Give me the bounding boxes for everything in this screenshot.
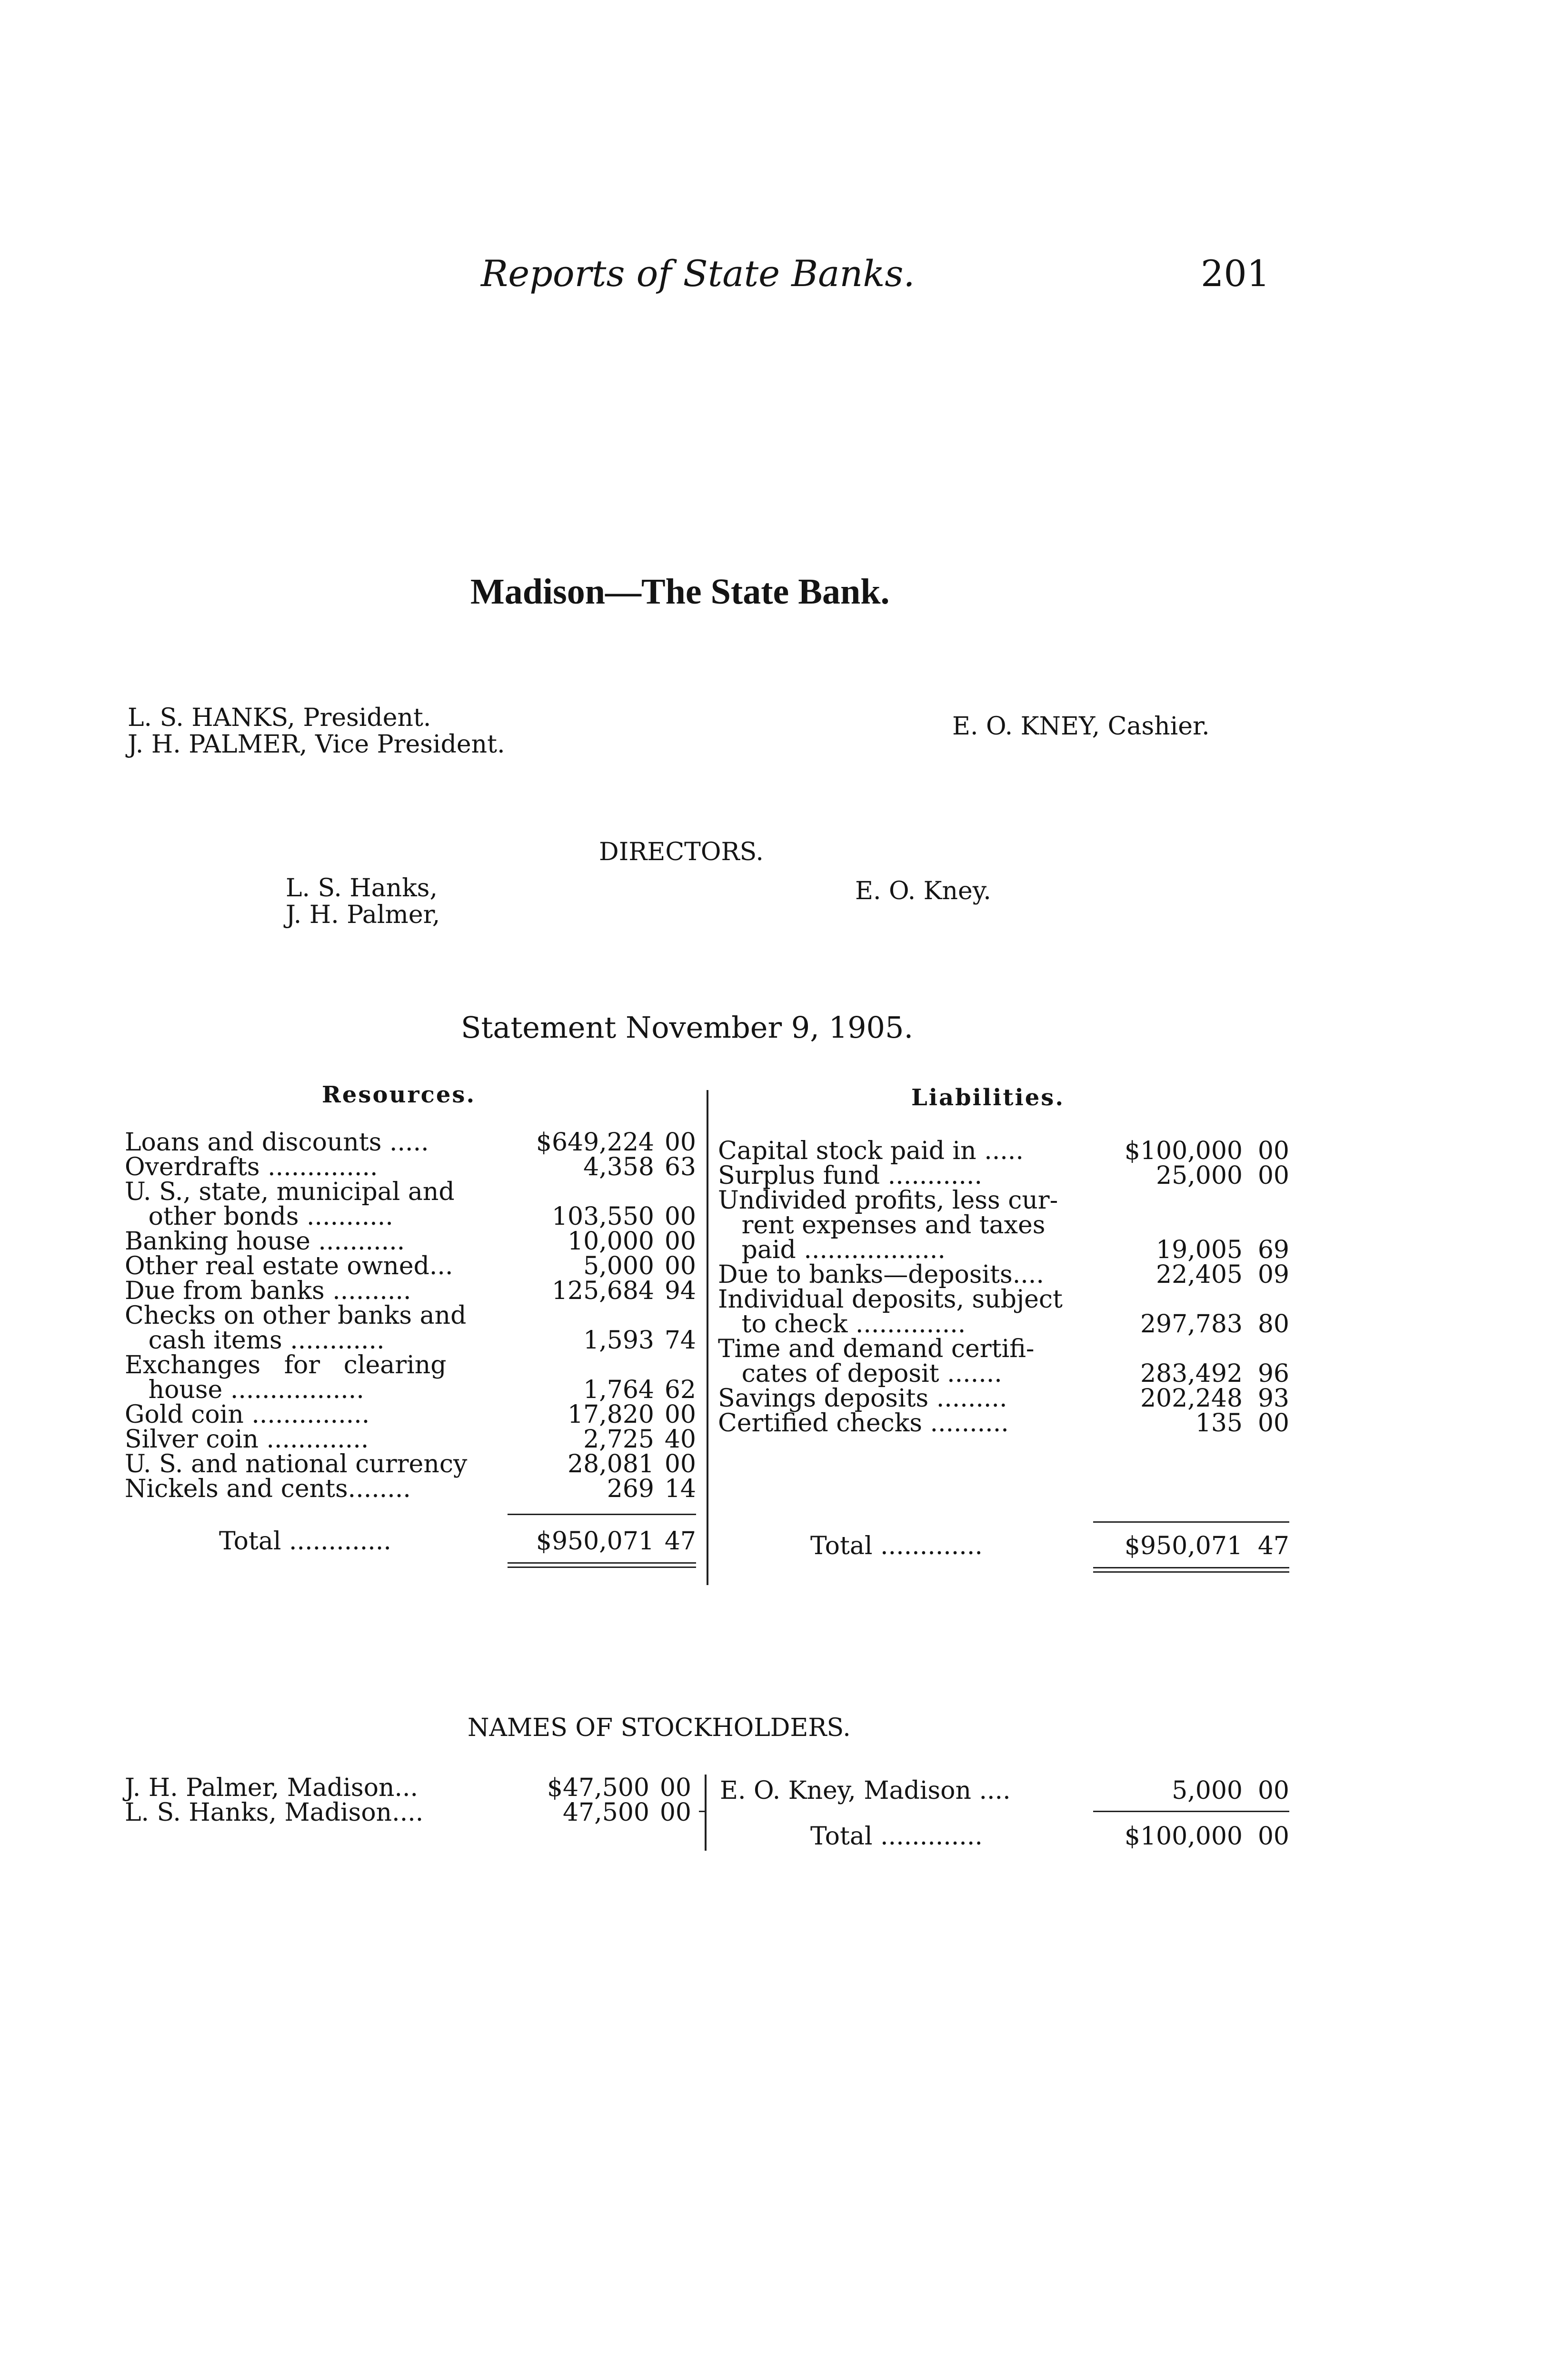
row-dollars: 10,000 — [568, 1227, 654, 1256]
resources-total-rule — [508, 1514, 696, 1515]
total-dollars: $100,000 — [1124, 1822, 1243, 1851]
resources-row — [125, 1452, 696, 1477]
row-label: cates of deposit ....... — [718, 1359, 1002, 1388]
total-dollars: $950,071 — [1124, 1532, 1243, 1560]
stockholder-name: L. S. Hanks, Madison.... — [125, 1798, 424, 1827]
total-label: Total ............. — [810, 1532, 983, 1560]
row-cents: 00 — [664, 1450, 696, 1478]
row-dollars: 283,492 — [1140, 1359, 1243, 1388]
row-label: Undivided profits, less cur- — [718, 1186, 1058, 1215]
stockholder-dollars: 47,500 — [563, 1798, 649, 1827]
column-divider — [707, 1090, 708, 1585]
resources-row — [125, 1378, 696, 1402]
director-name: E. O. Kney. — [855, 877, 991, 905]
row-label: Silver coin ............. — [125, 1425, 369, 1454]
row-cents: 09 — [1257, 1260, 1289, 1289]
liabilities-row — [718, 1361, 1289, 1386]
liabilities-row — [718, 1386, 1289, 1411]
row-dollars: 5,000 — [583, 1252, 654, 1280]
row-dollars: 25,000 — [1156, 1161, 1243, 1190]
stockholder-cents: 00 — [659, 1774, 691, 1802]
row-dollars: $100,000 — [1124, 1137, 1243, 1165]
row-label: Certified checks .......... — [718, 1409, 1009, 1438]
row-dollars: 269 — [607, 1475, 654, 1503]
director-name: L. S. Hanks, — [286, 874, 438, 902]
resources-row — [125, 1353, 696, 1378]
row-cents: 40 — [664, 1425, 696, 1454]
liabilities-total-rule — [1093, 1521, 1289, 1523]
row-dollars: 4,358 — [583, 1153, 654, 1181]
row-label: rent expenses and taxes — [718, 1211, 1046, 1240]
stockholder-cents: 00 — [659, 1798, 691, 1827]
running-title: Reports of State Banks. — [481, 252, 915, 295]
row-cents: 00 — [664, 1227, 696, 1256]
resources-row — [125, 1254, 696, 1279]
total-cents: 47 — [664, 1527, 696, 1556]
stockholders-total-row — [720, 1824, 1289, 1849]
resources-total-row — [125, 1529, 696, 1554]
row-cents: 74 — [664, 1326, 696, 1355]
row-label: house ................. — [125, 1376, 364, 1404]
row-label: Banking house ........... — [125, 1227, 405, 1256]
row-dollars: 1,764 — [583, 1376, 654, 1404]
row-label: U. S. and national currency — [125, 1450, 468, 1478]
liabilities-row — [718, 1238, 1289, 1262]
total-cents: 47 — [1257, 1532, 1289, 1560]
row-label: Gold coin ............... — [125, 1400, 370, 1429]
resources-row — [125, 1155, 696, 1180]
row-cents: 00 — [664, 1202, 696, 1231]
row-dollars: 297,783 — [1140, 1310, 1243, 1339]
total-dollars: $950,071 — [536, 1527, 654, 1556]
row-label: Nickels and cents........ — [125, 1475, 411, 1503]
stockholder-dollars: 5,000 — [1172, 1776, 1243, 1805]
resources-row — [125, 1180, 696, 1204]
row-cents: 63 — [664, 1153, 696, 1181]
stockholders-bracket — [699, 1811, 707, 1812]
row-label: Surplus fund ............ — [718, 1161, 982, 1190]
row-dollars: $649,224 — [536, 1128, 654, 1157]
row-label: Capital stock paid in ..... — [718, 1137, 1024, 1165]
liabilities-row — [718, 1163, 1289, 1188]
total-label: Total ............. — [219, 1527, 391, 1556]
row-label: Individual deposits, subject — [718, 1285, 1063, 1314]
row-cents: 14 — [664, 1475, 696, 1503]
row-label: Overdrafts .............. — [125, 1153, 378, 1181]
row-dollars: 28,081 — [568, 1450, 654, 1478]
liabilities-total-row — [718, 1534, 1289, 1558]
row-dollars: 2,725 — [583, 1425, 654, 1454]
officer-cashier: E. O. KNEY, Cashier. — [952, 712, 1210, 741]
row-dollars: 202,248 — [1140, 1384, 1243, 1413]
row-cents: 80 — [1257, 1310, 1289, 1339]
liabilities-row — [718, 1139, 1289, 1163]
statement-heading: Statement November 9, 1905. — [461, 1010, 914, 1045]
page-number: 201 — [1201, 252, 1270, 295]
resources-row — [125, 1402, 696, 1427]
liabilities-row — [718, 1337, 1289, 1361]
row-dollars: 17,820 — [568, 1400, 654, 1429]
row-label: Time and demand certifi- — [718, 1335, 1035, 1363]
row-cents: 69 — [1257, 1236, 1289, 1264]
liabilities-row — [718, 1312, 1289, 1337]
directors-heading: DIRECTORS. — [599, 838, 764, 866]
row-cents: 00 — [1257, 1409, 1289, 1438]
resources-row — [125, 1303, 696, 1328]
row-label: Other real estate owned... — [125, 1252, 453, 1280]
row-cents: 96 — [1257, 1359, 1289, 1388]
liabilities-row — [718, 1213, 1289, 1238]
row-cents: 00 — [664, 1400, 696, 1429]
liabilities-heading: Liabilities. — [911, 1084, 1065, 1111]
row-label: Savings deposits ......... — [718, 1384, 1007, 1413]
resources-row — [125, 1130, 696, 1155]
row-cents: 93 — [1257, 1384, 1289, 1413]
row-cents: 00 — [1257, 1137, 1289, 1165]
resources-total-double-rule — [508, 1562, 696, 1568]
row-label: paid .................. — [718, 1236, 946, 1264]
row-cents: 00 — [1257, 1161, 1289, 1190]
row-label: Due to banks—deposits.... — [718, 1260, 1044, 1289]
resources-heading: Resources. — [322, 1081, 476, 1108]
row-label: Exchanges for clearing — [125, 1351, 447, 1379]
row-dollars: 22,405 — [1156, 1260, 1243, 1289]
total-label: Total ............. — [810, 1822, 983, 1851]
liabilities-row — [718, 1188, 1289, 1213]
row-label: Due from banks .......... — [125, 1277, 411, 1305]
row-dollars: 125,684 — [551, 1277, 654, 1305]
stockholder-cents: 00 — [1257, 1776, 1289, 1805]
stockholders-heading: NAMES OF STOCKHOLDERS. — [468, 1714, 851, 1742]
row-cents: 00 — [664, 1252, 696, 1280]
total-cents: 00 — [1257, 1822, 1289, 1851]
row-label: other bonds ........... — [125, 1202, 393, 1231]
officer-vice-president: J. H. PALMER, Vice President. — [128, 730, 505, 759]
row-label: Loans and discounts ..... — [125, 1128, 429, 1157]
stockholder-row — [125, 1775, 691, 1800]
stockholder-dollars: $47,500 — [547, 1774, 649, 1802]
liabilities-row — [718, 1411, 1289, 1436]
stockholder-name: J. H. Palmer, Madison... — [125, 1774, 418, 1802]
resources-row — [125, 1279, 696, 1303]
row-label: cash items ............ — [125, 1326, 385, 1355]
liabilities-total-double-rule — [1093, 1567, 1289, 1573]
stockholder-row — [720, 1778, 1289, 1803]
row-dollars: 19,005 — [1156, 1236, 1243, 1264]
row-cents: 00 — [664, 1128, 696, 1157]
resources-row — [125, 1477, 696, 1501]
row-dollars: 103,550 — [551, 1202, 654, 1231]
resources-row — [125, 1328, 696, 1353]
stockholder-row — [125, 1800, 691, 1825]
bank-title: Madison—The State Bank. — [470, 572, 890, 612]
liabilities-row — [718, 1287, 1289, 1312]
stockholder-name: E. O. Kney, Madison .... — [720, 1776, 1011, 1805]
resources-row — [125, 1427, 696, 1452]
director-name: J. H. Palmer, — [286, 901, 440, 929]
row-cents: 62 — [664, 1376, 696, 1404]
row-dollars: 1,593 — [583, 1326, 654, 1355]
row-dollars: 135 — [1195, 1409, 1243, 1438]
row-label: to check .............. — [718, 1310, 966, 1339]
row-label: U. S., state, municipal and — [125, 1178, 455, 1206]
liabilities-row — [718, 1262, 1289, 1287]
officer-president: L. S. HANKS, President. — [128, 704, 431, 732]
row-label: Checks on other banks and — [125, 1301, 467, 1330]
resources-row — [125, 1229, 696, 1254]
row-cents: 94 — [664, 1277, 696, 1305]
resources-row — [125, 1204, 696, 1229]
stockholders-total-rule — [1093, 1811, 1289, 1812]
stockholders-divider — [705, 1775, 707, 1851]
